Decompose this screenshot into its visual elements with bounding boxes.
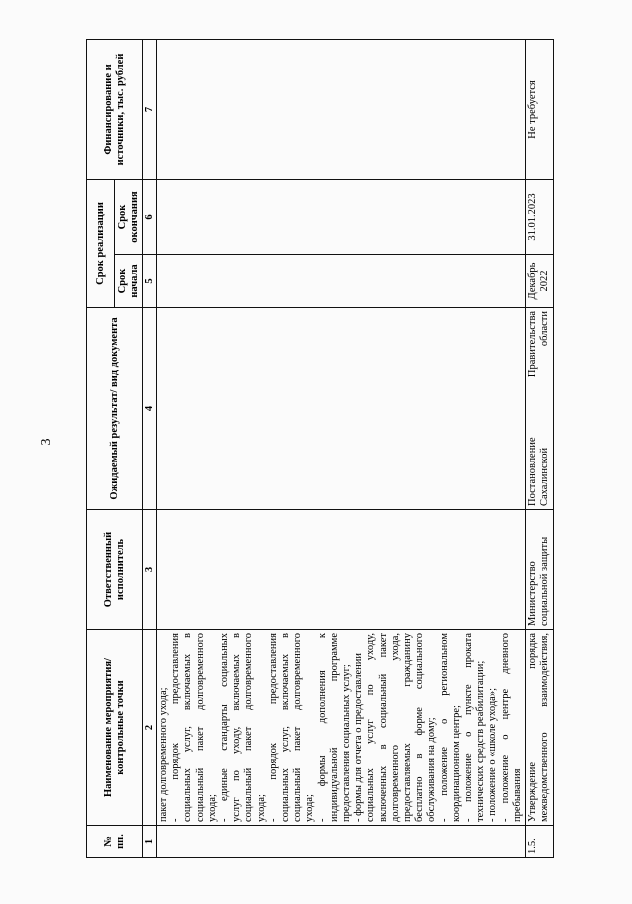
activity-line: социальных услуг по уходу, <box>365 633 377 822</box>
executor-cell <box>157 510 526 630</box>
activity-line: индивидуальной программе <box>328 633 340 822</box>
header-activity: Наименование мероприятия/ контрольные точки <box>87 630 143 826</box>
row-number-cell: 1.5. <box>526 826 553 858</box>
column-number: 4 <box>143 308 157 510</box>
activity-line: пакет долговременного ухода; <box>158 687 169 822</box>
activity-line: предоставляемых гражданину <box>402 633 414 822</box>
activity-line: социальный пакет долговременного <box>194 633 206 822</box>
end-cell: 31.01.2023 <box>526 180 553 255</box>
header-period: Срок реализации <box>87 180 115 308</box>
activity-line: - положение о пункте проката <box>463 633 475 822</box>
activity-line: предоставления социальных услуг; <box>341 664 353 822</box>
column-number: 1 <box>143 826 157 858</box>
activity-line: - формы для отчета о предоставлении <box>353 652 365 822</box>
column-number: 5 <box>143 255 157 308</box>
result-cell: Постановление Правительства Сахалинской области <box>526 308 553 510</box>
activity-line: социальных услуг, включаемых в <box>280 633 292 822</box>
column-number: 3 <box>143 510 157 630</box>
activity-line: ухода; <box>255 794 267 822</box>
activity-line: социальный пакет долговременного <box>243 633 255 822</box>
activity-line: - положение о «школе ухода»; <box>487 687 499 822</box>
header-result: Ожидаемый результат/ вид документа <box>87 308 143 510</box>
activity-cell <box>526 630 553 826</box>
column-number: 6 <box>143 180 157 255</box>
header-number: № пп. <box>87 826 143 858</box>
row-number-cell <box>157 826 526 858</box>
header-end: Срок окончания <box>115 180 143 255</box>
activity-line: - единые стандарты социальных <box>219 633 231 822</box>
column-number: 7 <box>143 40 157 180</box>
header-executor: Ответственный исполнитель <box>87 510 143 630</box>
activity-line: ухода; <box>304 794 316 822</box>
activity-line: включенных в социальный пакет <box>377 633 389 822</box>
activity-line: бесплатно в форме социального <box>414 633 426 822</box>
financing-cell <box>157 40 526 180</box>
end-cell <box>157 180 526 255</box>
activity-line: - порядок предоставления <box>170 633 182 822</box>
activity-line: - положение о региональном <box>438 633 450 822</box>
activity-line: социальных услуг, включаемых в <box>182 633 194 822</box>
activity-line: социальный пакет долговременного <box>292 633 304 822</box>
table-row <box>526 40 553 858</box>
start-cell: Декабрь 2022 <box>526 255 553 308</box>
header-start: Срок начала <box>115 255 143 308</box>
activity-line: межведомственного взаимодействия, <box>539 633 551 822</box>
activity-line: - порядок предоставления <box>267 633 279 822</box>
activity-line: координационном центре; <box>450 705 462 822</box>
column-number: 2 <box>143 630 157 826</box>
activity-line: пребывания <box>511 768 523 822</box>
activity-line: - положение о центре дневного <box>499 633 511 822</box>
start-cell <box>157 255 526 308</box>
activity-line: ухода; <box>206 794 218 822</box>
activity-line: долговременного ухода, <box>389 633 401 822</box>
activities-table <box>86 39 554 858</box>
activity-line: Утверждение порядка <box>527 633 539 822</box>
executor-cell: Министерство социальной защиты <box>526 510 553 630</box>
activity-line: обслуживания на дому; <box>426 717 438 822</box>
page-number: 3 <box>39 438 54 446</box>
table-container <box>86 40 551 858</box>
activity-line: - формы дополнения к <box>316 633 328 822</box>
table-row <box>157 40 526 858</box>
header-financing: Финансирование и источники, тыс. рублей <box>87 40 143 180</box>
activity-line: услуг по уходу, включаемых в <box>231 633 243 822</box>
result-cell <box>157 308 526 510</box>
financing-cell: Не требуется <box>526 40 553 180</box>
activity-cell <box>157 630 526 826</box>
activity-line: технических средств реабилитации; <box>475 660 487 822</box>
